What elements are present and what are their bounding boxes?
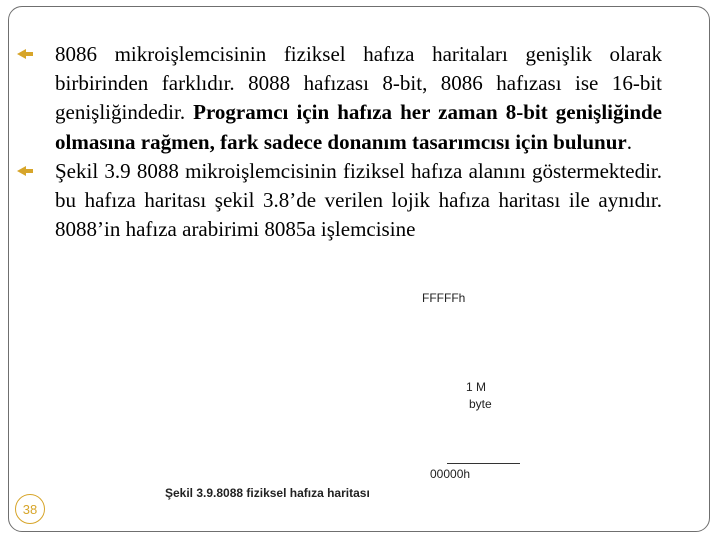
figure-size-line-2: byte	[469, 397, 492, 411]
page-number-badge: 38	[15, 494, 45, 524]
bullet-paragraph-1	[38, 40, 662, 157]
bullet-icon	[16, 164, 34, 178]
figure-size-line-1: 1 M	[466, 380, 487, 394]
figure-bottom-line	[447, 463, 520, 464]
figure-caption: Şekil 3.9.8088 fiziksel hafıza haritası	[165, 486, 370, 500]
slide-content	[38, 40, 662, 244]
paragraph-1-text: 8086 mikroişlemcisinin fiziksel hafıza haritaları genişlik olarak birbirinden farklıdır. 8088 hafızası 8-bit, 8086 hafızası ise 16-bit genişliğindedir.	[55, 42, 662, 125]
paragraph-1-bold: Programcı için hafıza her zaman 8-bit genişliğinde olmasına rağmen, fark sadece donanım tasarımcısı için bulunur	[55, 100, 662, 154]
paragraph-1-end: .	[626, 129, 632, 154]
bullet-icon	[16, 47, 34, 61]
paragraph-2-text: Şekil 3.9 8088 mikroişlemcisinin fiziksel hafıza alanını göstermektedir. bu hafıza haritası şekil 3.8’de verilen lojik hafıza haritası ile aynıdır. 8088’in hafıza arabirimi 8085a işlemcisine	[55, 158, 662, 242]
bullet-paragraph-2	[38, 157, 662, 245]
figure-bottom-address: 00000h	[430, 467, 471, 481]
figure-top-address: FFFFFh	[422, 291, 466, 305]
